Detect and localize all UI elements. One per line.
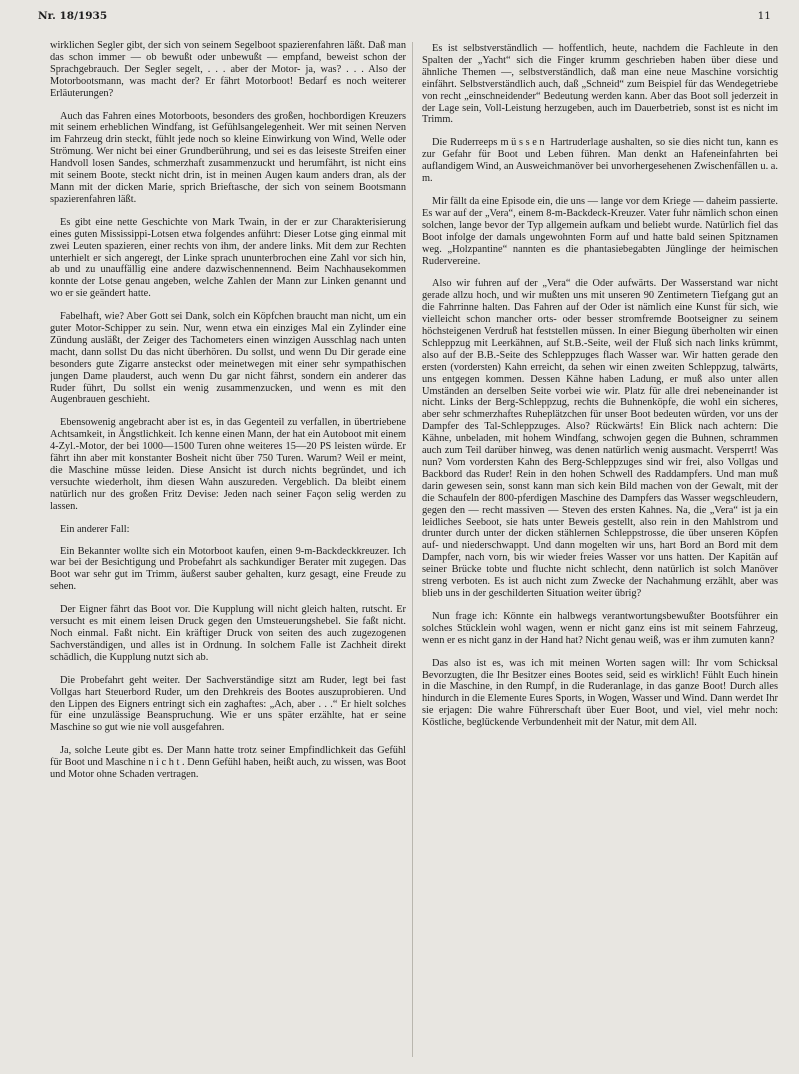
text-run: Ja, solche Leute gibt es. Der Mann hatte trotz seiner Empfindlichkeit das Gefühl für Boot und Maschine <box>50 745 406 769</box>
paragraph: Die Probefahrt geht weiter. Der Sachverständige sitzt am Ruder, legt bei fast Vollgas hart Steuerbord Ruder, um den Drehkreis des Bootes auszuprobieren. Und den Lippen des Eigners entringt sich ein zaghaftes: „Ach, aber . . .“ Er hielt solches für eine unzulässige Beanspruchung. Wie er uns später erzählte, hat er seine Maschine so gut wie nie voll ausgefahren. <box>50 674 406 734</box>
paragraph: Also wir fuhren auf der „Vera“ die Oder aufwärts. Der Wasserstand war nicht gerade allzu hoch, und wir mußten uns mit unseren 90 Zentimetern Tiefgang gut an die Fahrrinne halten. Das Fahren auf der Oder ist nämlich eine Kunst für sich, wie vielleicht schon mancher orts- oder besser stromfremde Bootseigner zu seinem höchsteigenen Verdruß hat feststellen müssen. In einer Biegung überholten wir einen Schleppzug mit Leerkähnen, auf St.B.-Seite, weil der Fluß sich nach links krümmt, also auf der B.B.-Seite des Schleppzuges flach Wasser war. Wir hatten gerade den ersten (vordersten) Kahn erreicht, da sehen wir einen zweiten Schleppzug, talwärts, uns entgegen kommen. Dessen Kähne haben Ladung, er muß also unter allen Umständen an derselben Seite vorbei wie wir. Platz für alle drei nebeneinander ist nicht. Links der Berg-Schleppzug, rechts die Buhnenköpfe, die wohl ein sicheres, aber sehr schmerzhaftes Ruheplätzchen für unser Boot bedeuten würden, vor uns der Dampfer des Tal-Schleppzuges. Also? Rückwärts! Ein Blick nach achtern: Die Kähne, unbeladen, mit hohem Windfang, schwojen gegen die Buhnen, schrammen auch zum Teil darüber hinweg, was denen natürlich wenig ausmacht. Versperrt! Was nun? Vom vordersten Kahn des Berg-Schleppzuges sind wir frei, also Vollgas und Backbord das Ruder! Rein in den hohen Schwell des Raddampfers. Und man muß darin gewesen sein, sonst kann man sich kein Bild machen von der Gewalt, mit der die Schaufeln der 800-pferdigen Maschine des Dampfers das Wasser wegschleudern, gegen den — recht massiven — Steven des ersten Kahnes. Na, die „Vera“ ist ja ein leidliches Seeboot, sie hats unter Beweis gestellt, also rein in den Mahlstrom und drunter durch unter der dicken stählernen Schleppstrosse, die über unseren Köpfen auf- und niederschwappt. Und dann mogelten wir uns, hart Bord an Bord mit dem Dampfer, nach vorn, bis wir wieder freies Wasser vor uns hatten. Der Kapitän auf seiner Brücke tobte und fluchte nicht schlecht, denn natürlich ist solch Manöver streng verboten. Es ist auch nicht zum Zwecke der Nachahmung erzählt, aber was blieb uns in der geschilderten Situation weiter übrig? <box>422 278 778 599</box>
paragraph: Das also ist es, was ich mit meinen Worten sagen will: Ihr vom Schicksal Bevorzugten, die Ihr Besitzer eines Bootes seid, seid es wirklich! Fühlt Euch hinein in die Maschine, in den Rumpf, in die Ruderanlage, in das ganze Boot! Durch alles hindurch in die Elemente Eures Sports, in Wogen, Wasser und Wind. Dann werdet Ihr sie erjagen: Die wahre Führerschaft über Euer Boot, und viel, viel mehr noch: Köstliche, beglückende Verbundenheit mit der Natur, mit dem All. <box>422 657 778 729</box>
text-run: Hartruderlage aushalten, so sie dies nicht tun, kann es zur Gefahr für Boot und Leben führen. Man denkt an Hafeneinfahrten bei auflandigem Wind, an Ausweichmanöver bei unvorhergesehenen Zwischenfällen u. a. m. <box>422 137 778 185</box>
right-column <box>422 43 778 1068</box>
column-divider <box>412 42 413 1057</box>
paragraph: Der Eigner fährt das Boot vor. Die Kupplung will nicht gleich halten, rutscht. Er versucht es mit einem leisen Druck gegen den Umsteuerungshebel. Sie faßt nicht. Noch einmal. Faßt nicht. Ein kräftiger Druck von seiten des auch zugezogenen Sachverständigen, und alles ist in Ordnung. In solchem Falle ist Zachheit direkt schädlich, die Kupplung nutzt sich ab. <box>50 604 406 663</box>
paragraph: Nun frage ich: Könnte ein halbwegs verantwortungsbewußter Bootsführer ein solches Stücklein wohl wagen, wenn er nicht ganz eins ist mit seinem Fahrzeug, wenn er es nicht ganz in der Hand hat? Nicht genau weiß, was er ihm zumuten kann? <box>422 610 778 646</box>
page-header <box>38 10 771 26</box>
spaced-emphasis: nicht <box>148 757 183 769</box>
left-column <box>50 40 406 1065</box>
paragraph <box>50 745 406 781</box>
spaced-emphasis: müssen <box>500 137 548 149</box>
paragraph: Ebensowenig angebracht aber ist es, in das Gegenteil zu verfallen, in übertriebene Achtsamkeit, in Ängstlichkeit. Ich kenne einen Mann, der hat ein Autoboot mit einem 4-Zyl.-Motor, der bei 1000—1500 Turen ohne weiteres 15—20 PS leisten würde. Er fährt ihn aber mit konstanter Bosheit nicht über 750 Turen. Warum? Weil er meint, die Maschine müsse leiden. Diese Ansicht ist durch nichts begründet, und ich versuchte wiederholt, ihm diesen Wahn auszureden. Vergeblich. Da bleibt einem natürlich nur des großen Fritz Devise: Jeden nach seiner Façon selig werden zu lassen. <box>50 417 406 512</box>
page-number: 11 <box>757 10 771 22</box>
paragraph: Es gibt eine nette Geschichte von Mark Twain, in der er zur Charakterisierung eines guten Mississippi-Lotsen etwa folgendes anführt: Dieser Lotse ging einmal mit zwei Leuten spazieren, einer rechts von ihm, der andere links. Mit dem zur Rechten unterhielt er sich angeregt, der Linke sprach ununterbrochen eine Zahl vor sich hin, ab und zu unauffällig eine andere dazwischennennend. Beim Nachhausekommen konnte der Lotse genau angeben, welche Zahlen der Mann zur Linken genannt und wo er sie geändert hatte. <box>50 216 406 300</box>
paragraph: Fabelhaft, wie? Aber Gott sei Dank, solch ein Köpfchen braucht man nicht, um ein guter Motor-Schipper zu sein. Nur, wenn etwa ein einziges Mal ein Zylinder eine Zündung ausläßt, der Zeiger des Tachometers einen winzigen Ausschlag nach unten macht, dann sollst Du das nicht überhören. Du sollst, und wenn Du Dir gerade eine besonders gute Zigarre ansteckst oder meinetwegen mit einer sehr sympathischen jungen Dame plauderst, auch wenn Du gar nicht fährst, sondern ein anderer das Ruder führt, Du sollst ein wenig zusammenzucken, und wenn es mit den Augenbrauen geschieht. <box>50 311 406 406</box>
paragraph: Ein Bekannter wollte sich ein Motorboot kaufen, einen 9-m-Backdeckkreuzer. Ich war bei der Besichtigung und Probefahrt als sachkundiger Berater mit zugegen. Das Boot war sehr gut im Trimm, äußerst sauber gehalten, kurz gesagt, eine Freude zu sehen. <box>50 545 406 593</box>
paragraph <box>422 137 778 185</box>
text-run: Die Ruderreeps <box>432 137 501 149</box>
paragraph: wirklichen Segler gibt, der sich von seinem Segelboot spazierenfahren läßt. Daß man das schon immer — ob bewußt oder unbewußt — empfand, beweist schon der Sprachgebrauch. Der Segler segelt, . . . aber der Motor- ja, was? . . . Also der Motorbootsmann, was macht der? Er fährt Motorboot! Bedarf es noch weiterer Erläuterungen? <box>50 40 406 99</box>
text-run: . Denn Gefühl haben, heißt auch, zu wissen, was Boot und Motor ohne Schaden vertragen. <box>50 757 406 781</box>
paragraph: Auch das Fahren eines Motorboots, besonders des großen, hochbordigen Kreuzers mit seinem erheblichen Windfang, ist Gefühlsangelegenheit. Wer mit seinen Nerven im Fahrzeug drin steckt, fühlt jede noch so kleine Einwirkung von Wind, Welle oder Strömung. Wer nicht bei einer Grundberührung, und sei es das leiseste Streifen einer Handvoll losen Sandes, schmerzhaft zusammenzuckt und herumfährt, ist nicht eins mit seinem Boote, steckt nicht drin, ist in meinen Augen kaum anders dran, als der Mann mit der dicken Marie, sprich Brieftasche, der sich von seinem Bootsmann spazierenfahren läßt. <box>50 110 406 205</box>
paragraph: Ein anderer Fall: <box>60 523 130 535</box>
paragraph: Mir fällt da eine Episode ein, die uns — lange vor dem Kriege — daheim passierte. Es war auf der „Vera“, einem 8-m-Backdeck-Kreuzer. Vater fuhr nämlich schon einen solchen, lange bevor der Typ allgemein aufkam und beliebt wurde. Natürlich fiel das Boot infolge der damals ungewohnten Form auf und hatte bald seinen Spitznamen weg. „Holzpantine“ nannten es die phantasiebegabten Jünglinge der heimischen Rudervereine. <box>422 195 778 267</box>
issue-number: Nr. 18/1935 <box>38 10 108 22</box>
paragraph: Es ist selbstverständlich — hoffentlich, heute, nachdem die Fachleute in den Spalten der „Yacht“ sich die Finger krumm geschrieben haben über diese und ähnliche Themen —, selbstverständlich, daß man eine neue Maschine vorsichtig einfährt. Selbstverständlich auch, daß „Schneid“ zum Beispiel für das Wendegetriebe von recht „einschneidender“ Bedeutung werden kann. Aber das Boot soll jederzeit in der Lage sein, Voll-Leistung herzugeben, auch im Dauerbetrieb, sonst ist es nicht im Trimm. <box>422 43 778 126</box>
